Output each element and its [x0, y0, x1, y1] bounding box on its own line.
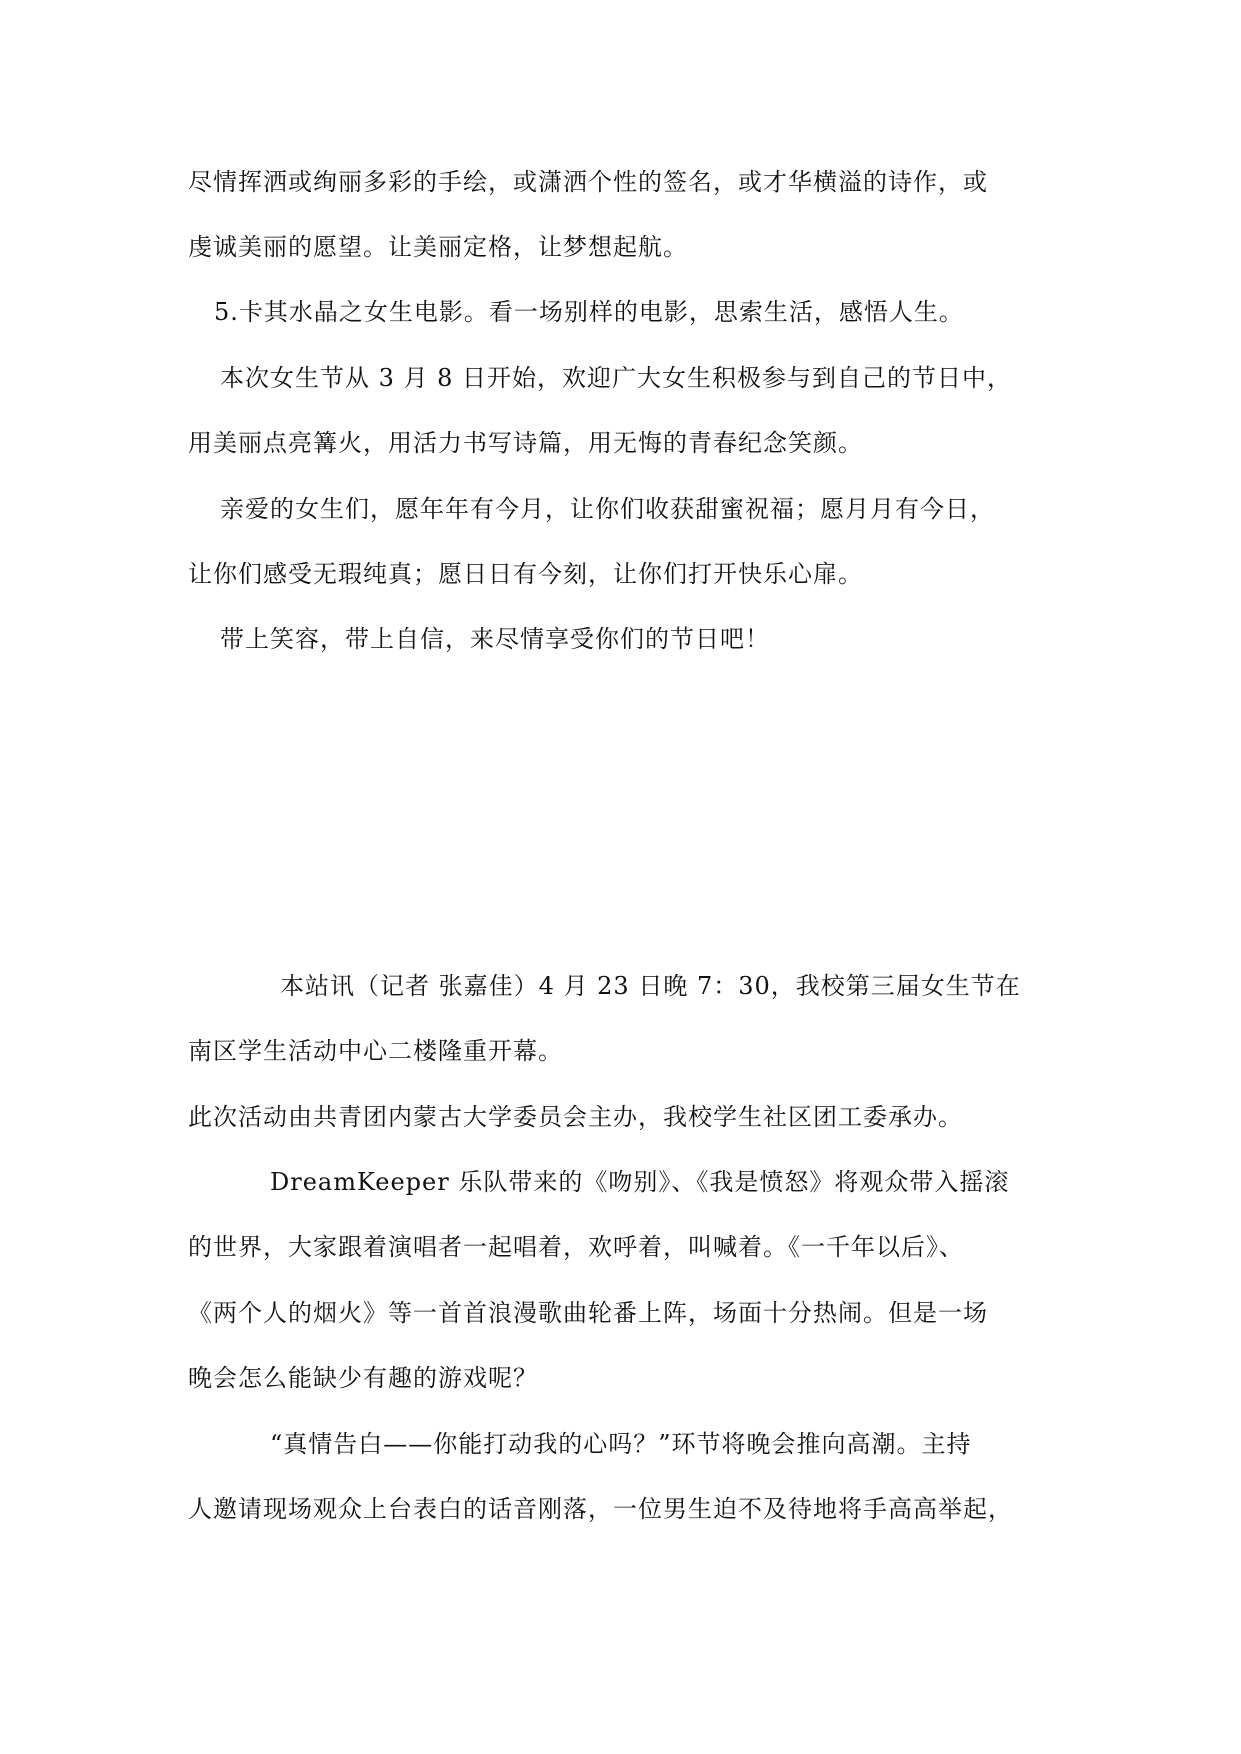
- paragraph-line: 亲爱的女生们，愿年年有今月，让你们收获甜蜜祝福；愿月月有今日，: [220, 495, 995, 523]
- paragraph-line: 本次女生节从 3 月 8 日开始，欢迎广大女生积极参与到自己的节日中，: [220, 364, 1013, 392]
- paragraph-line: DreamKeeper 乐队带来的《吻别》、《我是愤怒》将观众带入摇滚: [270, 1168, 1010, 1196]
- paragraph-line: 虔诚美丽的愿望。让美丽定格，让梦想起航。: [188, 233, 688, 261]
- paragraph-line: 人邀请现场观众上台表白的话音刚落，一位男生迫不及待地将手高高举起，: [188, 1495, 1013, 1523]
- paragraph-line: 带上笑容，带上自信，来尽情享受你们的节日吧！: [220, 625, 770, 653]
- paragraph-line: 让你们感受无瑕纯真；愿日日有今刻，让你们打开快乐心扉。: [188, 560, 863, 588]
- paragraph-line: 《两个人的烟火》等一首首浪漫歌曲轮番上阵，场面十分热闹。但是一场: [188, 1299, 988, 1327]
- paragraph-line: 用美丽点亮篝火，用活力书写诗篇，用无悔的青春纪念笑颜。: [188, 429, 863, 457]
- paragraph-line: 尽情挥洒或绚丽多彩的手绘，或潇洒个性的签名，或才华横溢的诗作，或: [188, 168, 988, 196]
- paragraph-line: “真情告白——你能打动我的心吗？”环节将晚会推向高潮。主持: [270, 1430, 972, 1458]
- paragraph-line: 南区学生活动中心二楼隆重开幕。: [188, 1037, 563, 1065]
- list-item-line: 5.卡其水晶之女生电影。看一场别样的电影，思索生活，感悟人生。: [214, 298, 964, 326]
- paragraph-line: 的世界，大家跟着演唱者一起唱着，欢呼着，叫喊着。《一千年以后》、: [188, 1233, 964, 1261]
- paragraph-line: 此次活动由共青团内蒙古大学委员会主办，我校学生社区团工委承办。: [188, 1103, 963, 1131]
- news-lead-line: 本站讯（记者 张嘉佳）4 月 23 日晚 7：30，我校第三届女生节在: [280, 972, 1021, 1000]
- paragraph-line: 晚会怎么能缺少有趣的游戏呢？: [188, 1364, 538, 1392]
